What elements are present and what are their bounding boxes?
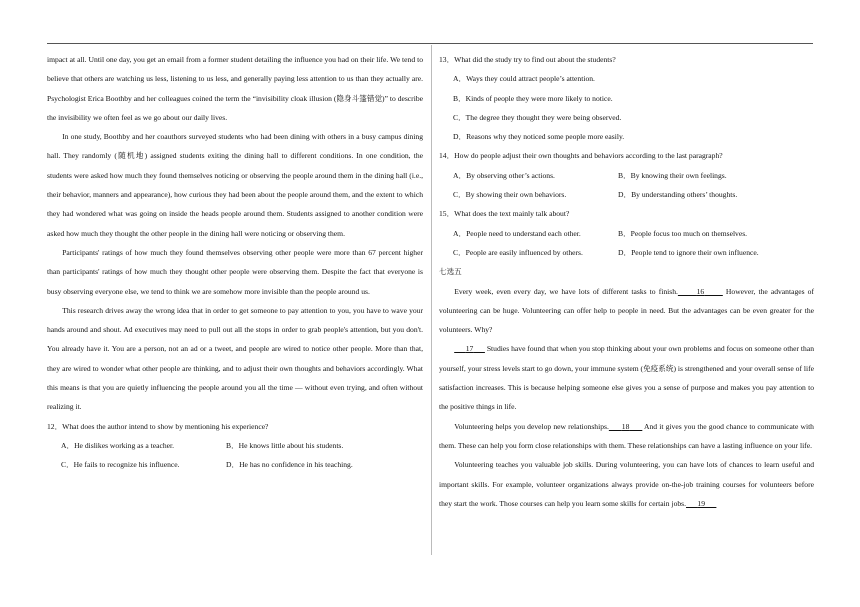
question-14-options-row-2 xyxy=(439,185,814,204)
section-heading: 七选五 xyxy=(439,267,462,277)
cloze-paragraph-2 xyxy=(439,339,814,416)
cloze-text: Volunteering helps you develop new relationships. xyxy=(454,421,609,431)
option-a: A．By observing other’s actions. xyxy=(453,170,555,180)
option-d: D．By understanding others’ thoughts. xyxy=(618,190,738,200)
option-c: C．By showing their own behaviors. xyxy=(453,190,567,200)
blank-19: 19 xyxy=(697,498,705,508)
blank-18: 18 xyxy=(621,421,630,431)
option-c: C．He fails to recognize his influence. xyxy=(61,460,180,470)
question-12-options-row-2 xyxy=(47,455,423,474)
passage-paragraph-1: impact at all. Until one day, you get an email from a former student detailing the influence you had on their life. We tend to believe that others are watching us less, listening to us less, and generally paying less attention to us than they actually are. Psychologist Erica Boothby and her colleagues coined the term the “invisibility cloak illusion (隐身斗篷错觉)” to describe the invisibility we often feel as we go about our daily lives. xyxy=(47,55,423,122)
question-14 xyxy=(439,146,814,204)
option-c: C．The degree they thought they were being observed. xyxy=(453,112,622,122)
option-b: B．People focus too much on themselves. xyxy=(618,228,748,238)
passage-paragraph-2: In one study, Boothby and her coauthors surveyed students who had been dining with others in a busy campus dining hall. They randomly (随机地) assigned students exiting the dining hall to different conditions. In one condition, the students were asked how much they found themselves noticing or observing the people around them in the dining hall (i.e., their behavior, manners and appearance), how curious they had been about the people around them, and the extent to which they had wondered what was going on inside the heads people around them. Students assigned to another condition were asked how much they thought the other people in the dining hall were noticing or observing them. xyxy=(47,132,423,238)
question-15-options-row-2 xyxy=(439,243,814,262)
option-b: B．By knowing their own feelings. xyxy=(618,170,727,180)
top-rule xyxy=(47,43,813,44)
option-d: D．Reasons why they noticed some people more easily. xyxy=(453,132,625,142)
cloze-paragraph-3 xyxy=(439,417,814,456)
cloze-text: Every week, even every day, we have lots of different tasks to finish. xyxy=(454,286,678,296)
option-d: D．People tend to ignore their own influence. xyxy=(618,247,759,257)
blank-16: 16 xyxy=(696,286,705,296)
question-14-stem: 14．How do people adjust their own thoughts and behaviors according to the last paragraph? xyxy=(439,151,723,161)
question-12-options-row-1 xyxy=(47,436,423,455)
question-15-options-row-1 xyxy=(439,224,814,243)
question-14-options-row-1 xyxy=(439,166,814,185)
option-d: D．He has no confidence in his teaching. xyxy=(226,460,353,470)
cloze-text: Volunteering teaches you valuable job skills. During volunteering, you can have lots of chances to learn useful and important skills. For example, volunteer organizations always provide on-the-job training courses for volunteers before they start the work. Those courses can help you learn some skills for certain jobs. xyxy=(439,460,814,508)
cloze-text: And it gives you the good chance to communicate with them. These can help you form close relationships with them. These relationships can have a lasting influence on your life. xyxy=(439,421,814,450)
left-column xyxy=(47,50,423,475)
passage-paragraph-3: Participants' ratings of how much they found themselves observing other people were more than 67 percent higher than participants' ratings of how much they thought other people were observing them. Despite the fact that everyone is busy observing everyone else, we tend to think we are somehow more invisible than the people around us. xyxy=(47,247,423,296)
passage-paragraph-4: This research drives away the wrong idea that in order to get someone to pay attention to you, you have to wave your hands around and shout. Ad executives may need to pull out all the stops in order to grab people's attention, but you don't. You already have it. You are a person, not an ad or a tweet, and people are wired to notice other people. More than that, they are wired to wonder what other people are thinking, and to adjust their own thoughts and behaviors accordingly. What this means is that you are quietly influencing the people around you all the time — without even trying, and often without realizing it. xyxy=(47,305,423,412)
cloze-paragraph-1 xyxy=(439,282,814,340)
right-column xyxy=(439,50,814,513)
option-b: B．He knows little about his students. xyxy=(226,440,344,450)
question-12 xyxy=(47,417,423,475)
column-divider xyxy=(431,45,432,555)
option-c: C．People are easily influenced by others. xyxy=(453,247,583,257)
cloze-paragraph-4 xyxy=(439,455,814,513)
option-a: A．People need to understand each other. xyxy=(453,228,581,238)
option-a: A．Ways they could attract people’s attention. xyxy=(453,74,595,84)
blank-17: 17 xyxy=(465,344,474,354)
question-15-stem: 15．What does the text mainly talk about? xyxy=(439,209,570,219)
option-b: B．Kinds of people they were more likely to notice. xyxy=(453,93,613,103)
question-13-stem: 13．What did the study try to find out about the students? xyxy=(439,55,616,64)
cloze-text: Studies have found that when you stop thinking about your own problems and focus on someone other than yourself, your stress levels start to go down, your immune system (免疫系统) is strengthened and your overall sense of life satisfaction increases. This is because helping someone else gives you a sense of purpose and makes you pay attention to the positive things in life. xyxy=(439,344,815,412)
question-12-stem: 12．What does the author intend to show by mentioning his experience? xyxy=(47,421,269,431)
question-13 xyxy=(439,50,814,146)
option-a: A．He dislikes working as a teacher. xyxy=(61,440,175,450)
cloze-text: However, the advantages of volunteering can be huge. Volunteering can offer help to people in need. But the advantages can be even greater for the volunteers. Why? xyxy=(439,286,815,335)
question-15 xyxy=(439,204,814,262)
